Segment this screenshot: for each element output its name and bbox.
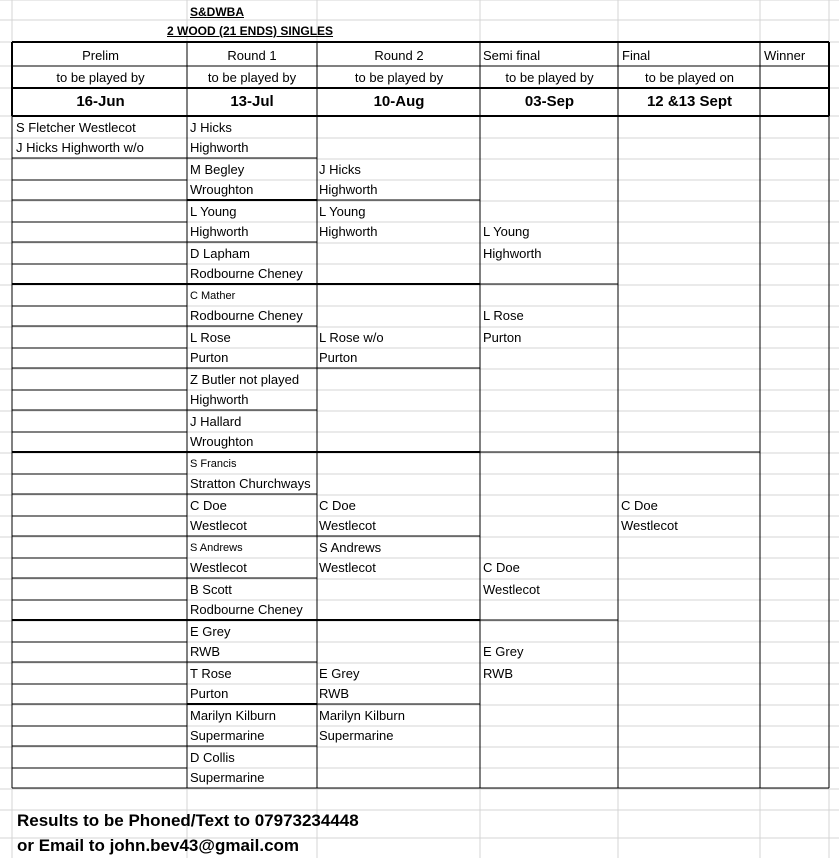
round-name-prelim: Prelim [82,48,119,63]
r1-player-club: RWB [190,644,221,659]
semi-player-name: C Doe [483,560,520,575]
r2-player-name: J Hicks [319,162,361,177]
r2-player-name: C Doe [319,498,356,513]
footer-email: or Email to john.bev43@gmail.com [17,836,300,855]
r1-player-name: J Hallard [190,414,242,429]
semi-player-club: Purton [483,330,522,345]
r2-player-club: Supermarine [319,728,394,743]
r1-player-name: S Andrews [190,542,243,554]
r2-player-name: L Young [319,204,366,219]
final-player-name: C Doe [621,498,658,513]
round-date-semi: 03-Sep [524,93,575,110]
r1-player-name: T Rose [190,666,232,681]
r1-player-club: Westlecot [190,518,247,533]
r1-player-club: Rodbourne Cheney [190,266,303,281]
r1-player-name: C Doe [190,498,227,513]
r1-player-name: C Mather [190,290,236,302]
r2-player-club: Highworth [319,224,378,239]
r1-player-name: D Collis [190,750,235,765]
r2-player-club: RWB [319,686,350,701]
round-name-winner: Winner [764,48,806,63]
r2-player-name: S Andrews [319,540,382,555]
r1-player-club: Supermarine [190,728,265,743]
r1-player-club: Westlecot [190,560,247,575]
r1-player-club: Highworth [190,224,249,239]
semi-player-name: L Rose [483,308,524,323]
r1-player-club: Supermarine [190,770,265,785]
r1-player-club: Wroughton [190,434,254,449]
round-label-prelim: to be played by [56,70,145,85]
round-name-round2: Round 2 [374,48,424,63]
footer-phone: Results to be Phoned/Text to 07973234448 [17,811,359,830]
r2-player-name: Marilyn Kilburn [319,708,405,723]
r2-player-club: Purton [319,350,358,365]
round-date-round2: 10-Aug [373,93,425,110]
round-date-round1: 13-Jul [230,93,274,110]
r1-player-name: B Scott [190,582,232,597]
r1-player-club: Highworth [190,392,249,407]
r2-player-club: Highworth [319,182,378,197]
round-label-round1: to be played by [207,70,297,85]
semi-player-club: RWB [483,666,514,681]
r1-player-club: Rodbourne Cheney [190,602,303,617]
r1-player-club: Wroughton [190,182,254,197]
r1-player-club: Purton [190,686,229,701]
r2-player-club: Westlecot [319,560,376,575]
round-label-round2: to be played by [354,70,444,85]
r1-player-club: Highworth [190,140,249,155]
semi-player-name: L Young [483,224,530,239]
round-name-semi: Semi final [483,48,541,63]
round-name-final: Final [622,48,651,63]
r2-player-name: L Rose w/o [319,330,384,345]
r1-player-club: Rodbourne Cheney [190,308,303,323]
r1-player-club: Purton [190,350,229,365]
r2-player-name: E Grey [319,666,360,681]
subtitle: 2 WOOD (21 ENDS) SINGLES [167,24,334,38]
r1-player-name: E Grey [190,624,231,639]
r1-player-name: Z Butler not played [190,372,300,387]
r1-player-name: L Rose [190,330,231,345]
round-label-semi: to be played by [505,70,594,85]
prelim-entry: S Fletcher Westlecot [16,120,136,135]
r1-player-name: D Lapham [190,246,250,261]
r2-player-club: Westlecot [319,518,376,533]
r1-player-name: S Francis [190,458,237,470]
round-name-round1: Round 1 [227,48,277,63]
prelim-entry: J Hicks Highworth w/o [16,140,144,155]
semi-player-club: Westlecot [483,582,540,597]
r1-player-name: L Young [190,204,237,219]
semi-player-club: Highworth [483,246,542,261]
final-player-club: Westlecot [621,518,678,533]
r1-player-name: J Hicks [190,120,232,135]
title: S&DWBA [190,5,244,19]
round-label-final: to be played on [645,70,734,85]
round-date-prelim: 16-Jun [76,93,125,110]
r1-player-name: Marilyn Kilburn [190,708,276,723]
r1-player-club: Stratton Churchways [190,476,311,491]
round-date-final: 12 &13 Sept [646,93,733,110]
semi-player-name: E Grey [483,644,524,659]
r1-player-name: M Begley [190,162,245,177]
